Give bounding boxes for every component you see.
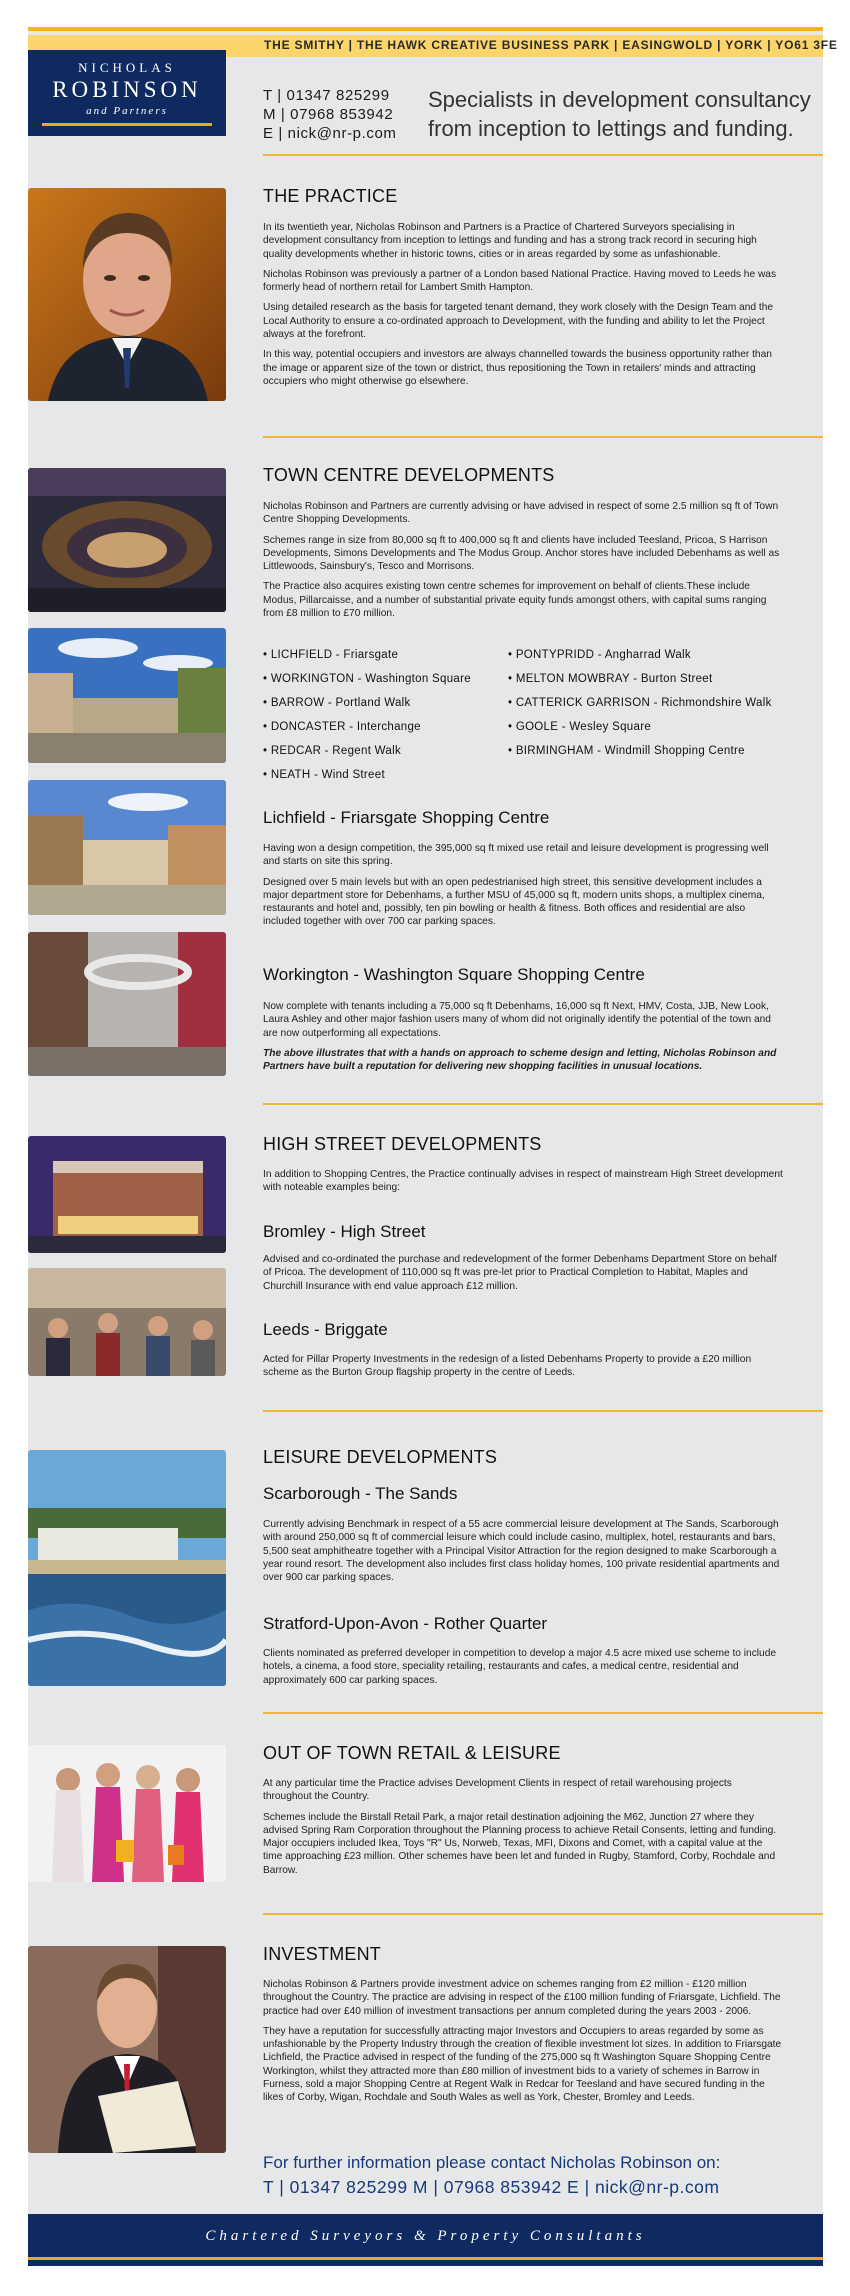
section-divider — [263, 1103, 823, 1105]
contact-details[interactable]: T | 01347 825299 M | 07968 853942 E | nick@nr-p.com — [263, 2177, 720, 2197]
list-item: • LICHFIELD - Friarsgate — [263, 649, 399, 661]
businessman-image — [28, 1946, 226, 2153]
paragraph: Designed over 5 main levels but with an open pedestrianised high street, this sensitive development includes a major department store for Debenhams, a further MSU of 45,000 sq ft, modern units shops, a multiplex cinema, restaurants and hotel and, possibly, ten pin bowling or health & fitness. Both offices and residential are also included together with over 700 car parking spaces. — [263, 876, 765, 928]
subheading-bromley: Bromley - High Street — [263, 1222, 426, 1241]
section-title-practice: THE PRACTICE — [263, 186, 398, 206]
tagline — [428, 85, 811, 143]
header-email[interactable]: E | nick@nr-p.com — [263, 125, 397, 142]
list-item: • PONTYPRIDD - Angharrad Walk — [508, 649, 691, 661]
bromley-text — [263, 1253, 783, 1300]
paragraph: Clients nominated as preferred developer in competition to develop a major 4.5 acre mixed use scheme to include hotels, a cinema, a food store, speciality retailing, restaurants and cafes, a medical centre, residential and approximately 600 car parking spaces. — [263, 1648, 777, 1686]
paragraph: In this way, potential occupiers and investors are always channelled towards the business opportunity rather than the image or apparent size of the town or district, thus repositioning the Town in retailers' minds and attracting occupiers who might otherwise go elsewhere. — [263, 349, 772, 387]
leeds-text — [263, 1353, 783, 1387]
subheading-workington: Workington - Washington Square Shopping Centre — [263, 965, 645, 984]
contact-prompt: For further information please contact Nicholas Robinson on: — [263, 2153, 721, 2172]
paragraph: In its twentieth year, Nicholas Robinson and Partners is a Practice of Chartered Surveyors specialising in development consultancy from inception to lettings and funding and has a strong track record in securing high quality developments whether in historic towns, cities or in areas regarded by some as unfashionable. — [263, 222, 757, 260]
highlight-note: The above illustrates that with a hands on approach to scheme design and letting, Nicholas Robinson and Partners have built a reputation for delivering new shopping facilities in unusual locations. — [263, 1047, 777, 1073]
workington-text — [263, 1000, 783, 1080]
lichfield-text — [263, 842, 783, 936]
plaza-render-photo — [28, 780, 226, 915]
paragraph: Advised and co-ordinated the purchase and redevelopment of the former Debenhams Department Store on behalf of Pricoa. The development of 110,000 sq ft was pre-let prior to Practical Completion to Habitat, Maples and Churchill Insurance with end value approach £12 million. — [263, 1254, 777, 1292]
town-centre-text — [263, 500, 783, 627]
department-store-image — [28, 1136, 226, 1253]
street-render-image — [28, 628, 226, 763]
section-divider — [263, 1410, 823, 1412]
paragraph: Nicholas Robinson & Partners provide investment advice on schemes ranging from £2 million - £120 million throughout the Country. The practice are advising in respect of the £100 million funding of Friarsgate, Lichfield. The practice had over £40 million of investment transactions per annum completed during the years 2003 - 2006. — [263, 1979, 781, 2017]
stratford-text — [263, 1647, 783, 1694]
logo-surname: ROBINSON — [52, 77, 202, 102]
list-item: • BIRMINGHAM - Windmill Shopping Centre — [508, 745, 745, 757]
section-divider — [263, 436, 823, 438]
section-divider — [263, 154, 823, 156]
section-title-high-street: HIGH STREET DEVELOPMENTS — [263, 1134, 542, 1154]
atrium-photo — [28, 468, 226, 612]
list-item: • GOOLE - Wesley Square — [508, 721, 652, 733]
paragraph: They have a reputation for successfully attracting major Investors and Occupiers to areas regarded by some as unfashionable by the Property Industry through the creation of flexible investment lot sizes. In addition to Friarsgate Lichfield, the Practice advised in respect of the funding of the 275,000 sq ft Washington Square Shopping Centre Workington, whilst they attracted more than £80 million of investment bids to a variety of schemes in Barrow in Furness, sold a major Shopping Centre at Regent Walk in Redcar for Teesland and have secured funding in the likes of Corby, Wigan, Rochdale and South Wales as well as York, Chester, Bromley and Leeds. — [263, 2025, 782, 2104]
shoppers-image — [28, 1268, 226, 1376]
paragraph: Using detailed research as the basis for targeted tenant demand, they work closely with the Design Team and the Local Authority to ensure a co-ordinated approach to Development, with the funding and ability to let the Project always at the forefront. — [263, 302, 774, 341]
list-item: • CATTERICK GARRISON - Richmondshire Walk — [508, 697, 772, 709]
atrium-image — [28, 468, 226, 612]
paragraph: Having won a design competition, the 395,000 sq ft mixed use retail and leisure development is progressing well and starts on site this spring. — [263, 843, 769, 868]
portrait-photo — [28, 188, 226, 401]
header-mobile: M | 07968 853942 — [263, 106, 394, 123]
list-item: • NEATH - Wind Street — [263, 769, 385, 781]
paragraph: Nicholas Robinson was previously a partner of a London based National Practice. Having moved to Leeds he was formerly head of northern retail for Lambert Smith Hampton. — [263, 268, 777, 294]
section-divider — [263, 1712, 823, 1714]
paragraph: Acted for Pillar Property Investments in the redesign of a listed Debenhams Property to provide a £20 million scheme as the Burton Group flagship property in the centre of Leeds. — [263, 1354, 752, 1379]
header-phone: T | 01347 825299 — [263, 87, 390, 104]
shoppers-photo — [28, 1268, 226, 1376]
section-title-town-centre: TOWN CENTRE DEVELOPMENTS — [263, 465, 555, 485]
gold-rule — [28, 27, 823, 31]
subheading-leeds: Leeds - Briggate — [263, 1320, 388, 1339]
section-title-out-of-town: OUT OF TOWN RETAIL & LEISURE — [263, 1743, 561, 1763]
department-store-photo — [28, 1136, 226, 1253]
businessman-photo — [28, 1946, 226, 2153]
list-item: • WORKINGTON - Washington Square — [263, 673, 471, 685]
paragraph: At any particular time the Practice advises Development Clients in respect of retail warehousing projects throughout the Country. — [263, 1778, 732, 1803]
section-title-leisure: LEISURE DEVELOPMENTS — [263, 1447, 498, 1467]
paragraph: Now complete with tenants including a 75,000 sq ft Debenhams, 16,000 sq ft Next, HMV, Costa, JJB, New Look, Laura Ashley and other major fashion users many of whom did not originally identify the potential of the town and are now outperforming all expectations. — [263, 1001, 771, 1039]
practice-text — [263, 221, 783, 395]
paragraph: In addition to Shopping Centres, the Practice continually advises in respect of mainstream High Street development with noteable examples being: — [263, 1169, 783, 1194]
subheading-scarborough: Scarborough - The Sands — [263, 1484, 458, 1503]
scarborough-text — [263, 1518, 783, 1591]
arcade-photo — [28, 932, 226, 1076]
high-street-intro — [263, 1168, 783, 1202]
investment-text — [263, 1978, 783, 2112]
out-of-town-text — [263, 1777, 783, 1884]
scheme-list-left — [263, 643, 471, 787]
address-text: THE SMITHY | THE HAWK CREATIVE BUSINESS PARK | EASINGWOLD | YORK | YO61 3FE — [264, 38, 838, 52]
plaza-render-image — [28, 780, 226, 915]
tagline-line-2: from inception to lettings and funding. — [428, 116, 794, 141]
logo-first-name: NICHOLAS — [78, 60, 176, 75]
logo-rule — [42, 123, 212, 126]
subheading-stratford: Stratford-Upon-Avon - Rother Quarter — [263, 1614, 548, 1633]
street-render-photo — [28, 628, 226, 763]
paragraph: Schemes range in size from 80,000 sq ft to 400,000 sq ft and clients have included Teesland, Pricoa, S Harrison Developments, Simons Developments and The Modus Group. Anchor stores have included Debenhams as well as Littlewoods, Sainsbury's, Tesco and Morrisons. — [263, 534, 780, 573]
section-title-investment: INVESTMENT — [263, 1944, 382, 1964]
shopping-women-image — [28, 1745, 226, 1882]
paragraph: The Practice also acquires existing town centre schemes for improvement on behalf of clients.These include Modus, Pillarcaisse, and a number of substantial private equity funds amongst others, with capital sums ranging from £8 million to £70 million. — [263, 581, 767, 620]
paragraph: Schemes include the Birstall Retail Park, a major retail destination adjoining the M62, Junction 27 where they advised Spring Ram Corporation throughout the Planning process to achieve Retail Consents, letting and funding. Major occupiers included Ikea, Toys "R" Us, Norweb, Texas, MFI, Dixons and Comet, with a capital value at the time approaching £23 million. Other schemes have been let and funded in Rugby, Stamford, Corby, Rochdale and Barrow. — [263, 1811, 777, 1876]
list-item: • REDCAR - Regent Walk — [263, 745, 402, 757]
footer-strapline: Chartered Surveyors & Property Consultants — [205, 2228, 646, 2244]
tagline-line-1: Specialists in development consultancy — [428, 87, 811, 112]
company-logo — [28, 50, 226, 136]
paragraph: Currently advising Benchmark in respect of a 55 acre commercial leisure development at The Sands, Scarborough with around 250,000 sq ft of commercial leisure which could include casino, multiplex, hotel, restaurants and bars, 5,500 seat amphitheatre together with a Principal Visitor Attraction for the region designed to make Scarborough a year round resort. The development also includes first class holiday homes, 100 private residential apartments and over 900 car parking spaces. — [263, 1519, 780, 1584]
subheading-lichfield: Lichfield - Friarsgate Shopping Centre — [263, 808, 550, 827]
portrait-image — [28, 188, 226, 401]
list-item: • MELTON MOWBRAY - Burton Street — [508, 673, 713, 685]
list-item: • BARROW - Portland Walk — [263, 697, 411, 709]
footer-rule — [28, 2257, 823, 2260]
paragraph: Nicholas Robinson and Partners are currently advising or have advised in respect of some 2.5 million sq ft of Town Centre Shopping Developments. — [263, 501, 779, 526]
seafront-image — [28, 1450, 226, 1686]
list-item: • DONCASTER - Interchange — [263, 721, 421, 733]
logo-partners: and Partners — [86, 105, 168, 117]
arcade-image — [28, 932, 226, 1076]
scheme-list-right — [508, 643, 772, 763]
header-contact — [263, 86, 397, 143]
footer-bar — [28, 2214, 823, 2266]
section-divider — [263, 1913, 823, 1915]
shopping-women-photo — [28, 1745, 226, 1882]
seafront-photo — [28, 1450, 226, 1686]
